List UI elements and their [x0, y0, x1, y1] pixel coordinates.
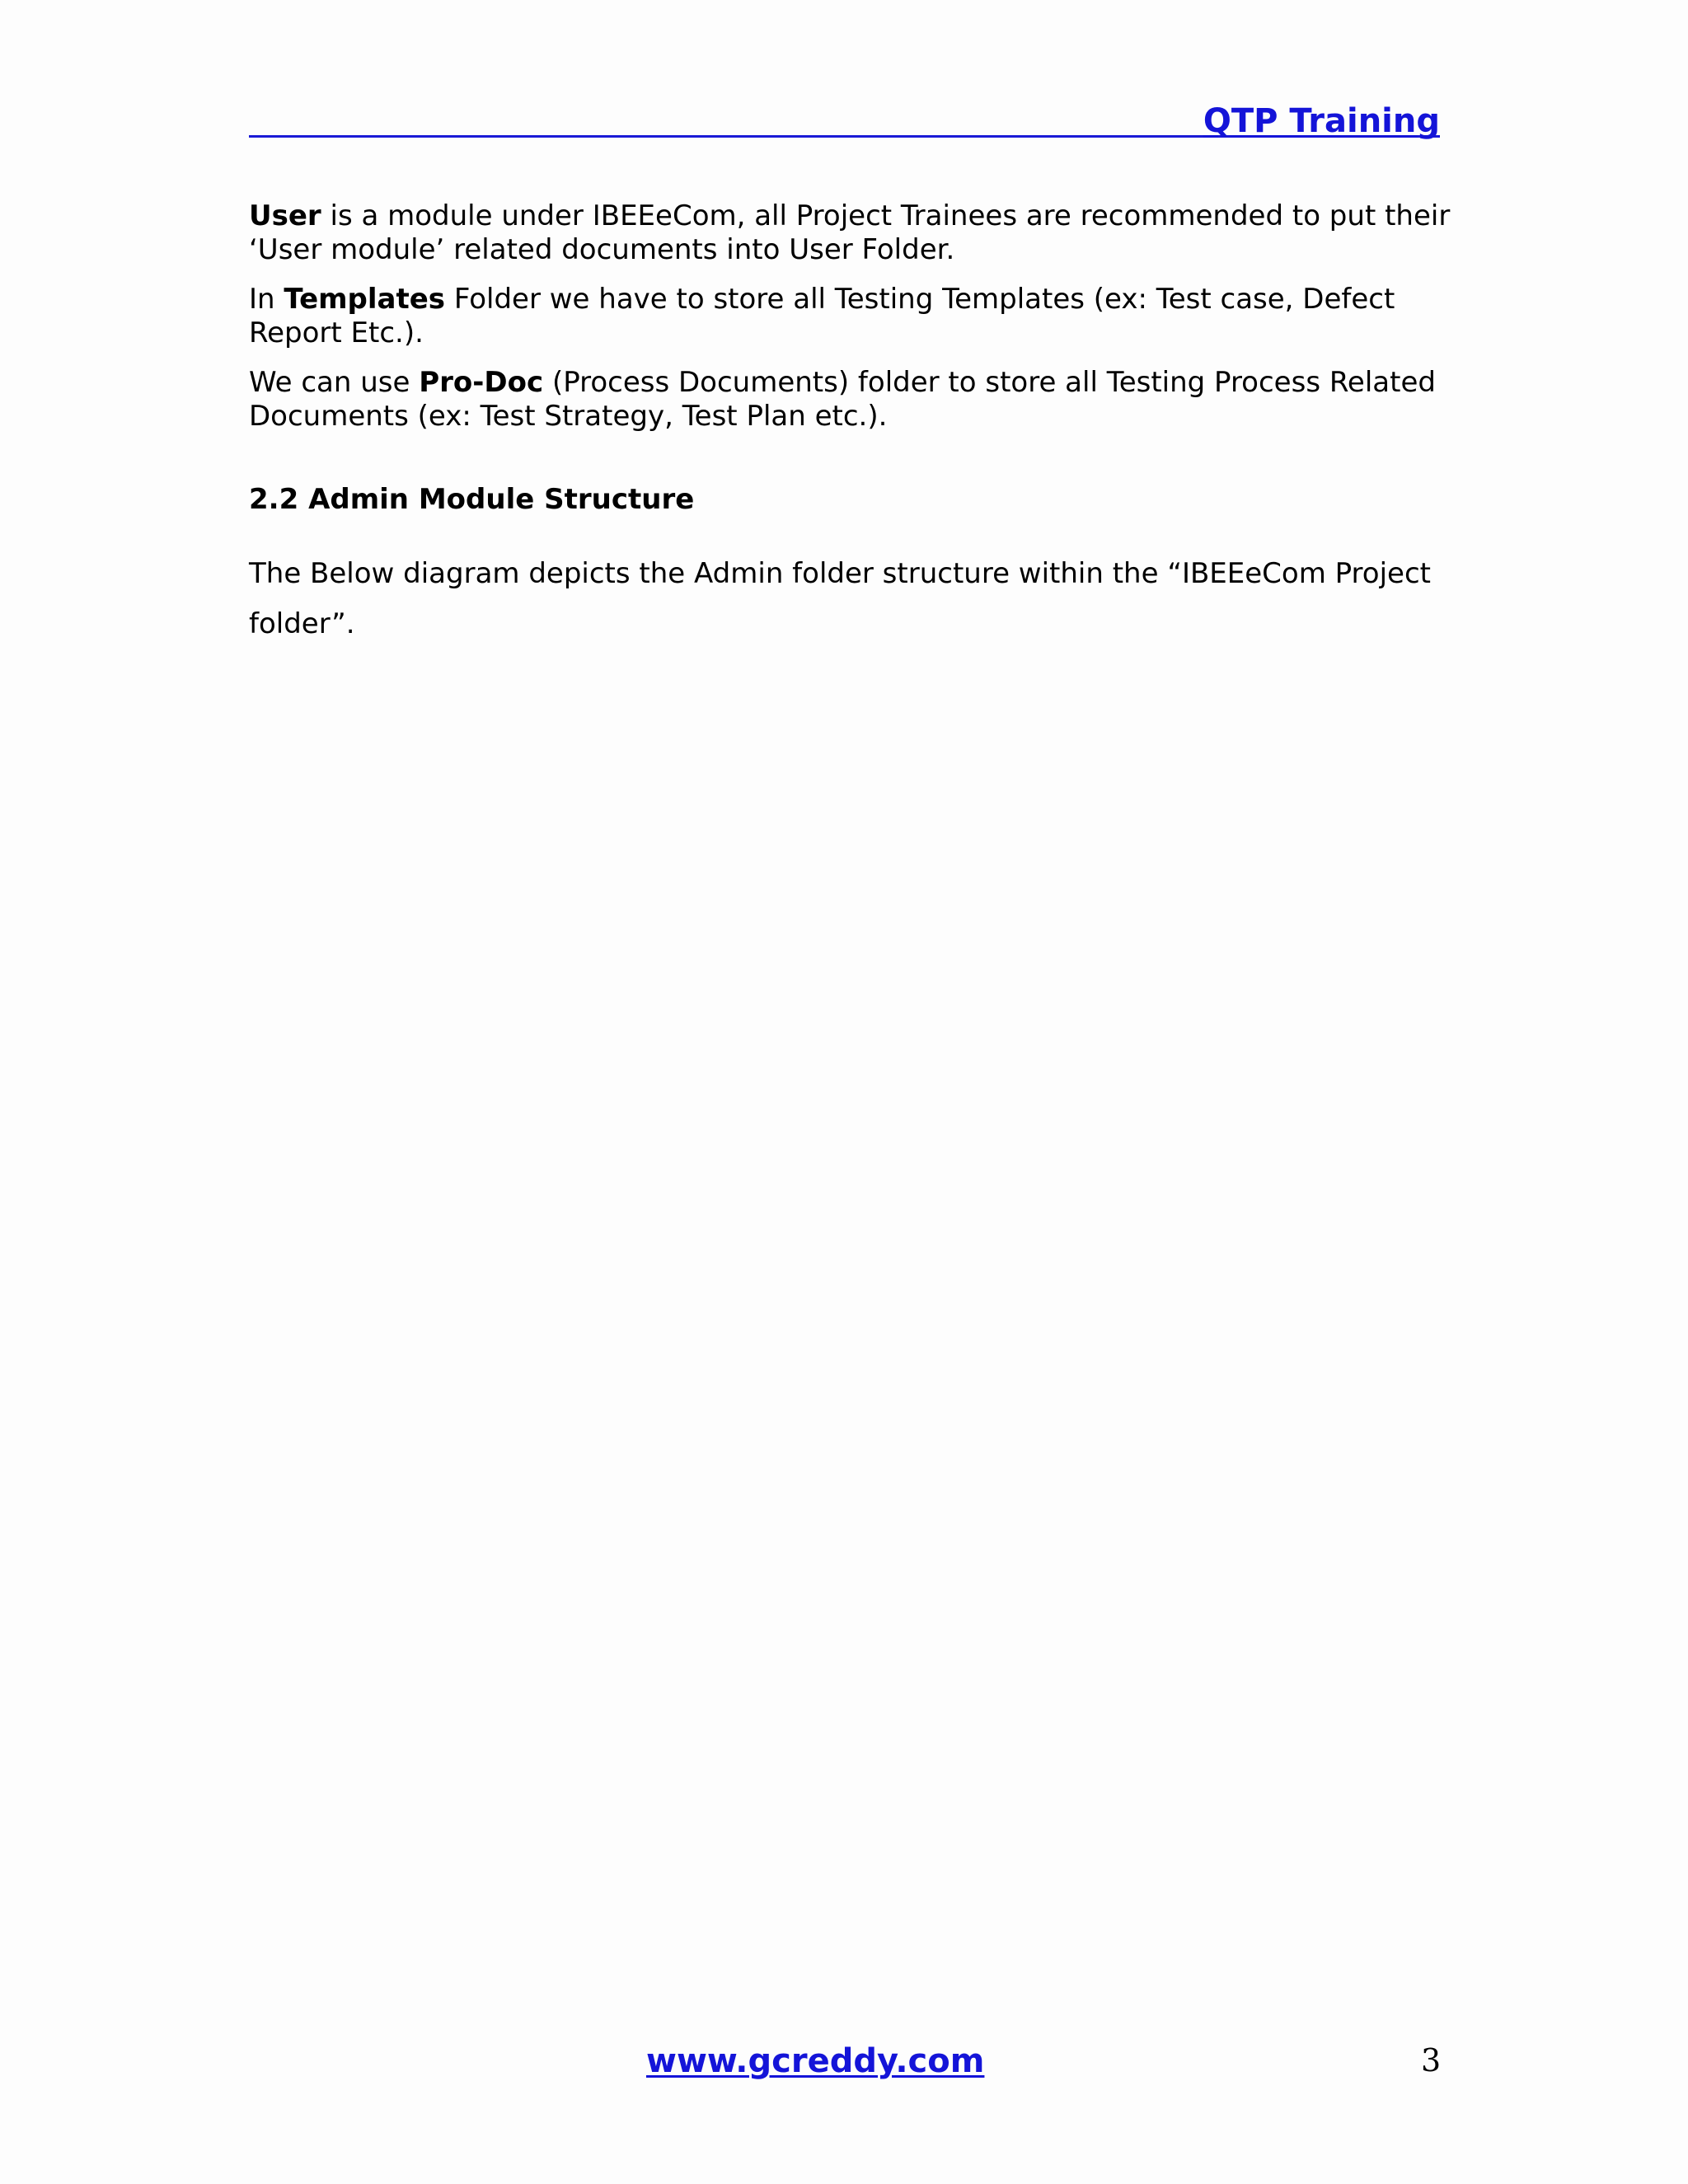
paragraph-prodoc — [249, 366, 1452, 434]
paragraph-prodoc-lead: We can use — [249, 366, 420, 399]
header-title: QTP Training — [1203, 102, 1440, 140]
paragraph-templates — [249, 283, 1452, 350]
paragraph-user-text: is a module under IBEEeCom, all Project Trainees are recommended to put their ‘User module’ related documents into User Folder. — [249, 199, 1451, 266]
paragraph-user — [249, 199, 1452, 267]
page-header — [249, 92, 1440, 138]
page-number: 3 — [1421, 2042, 1442, 2079]
footer-website-link[interactable]: www.gcreddy.com — [646, 2042, 985, 2080]
term-prodoc: Pro-Doc — [419, 366, 544, 399]
term-templates: Templates — [284, 283, 446, 316]
paragraph-prodoc-text: (Process Documents) folder to store all Testing Process Related Documents (ex: Test Strategy, Test Plan etc.). — [249, 366, 1436, 433]
section-intro: The Below diagram depicts the Admin folder structure within the “IBEEeCom Project folder”. — [249, 557, 1431, 640]
paragraph-templates-text: Folder we have to store all Testing Templates (ex: Test case, Defect Report Etc.). — [249, 283, 1395, 349]
term-user: User — [249, 199, 321, 232]
paragraph-templates-lead: In — [249, 283, 284, 316]
section-heading: 2.2 Admin Module Structure — [249, 483, 695, 516]
